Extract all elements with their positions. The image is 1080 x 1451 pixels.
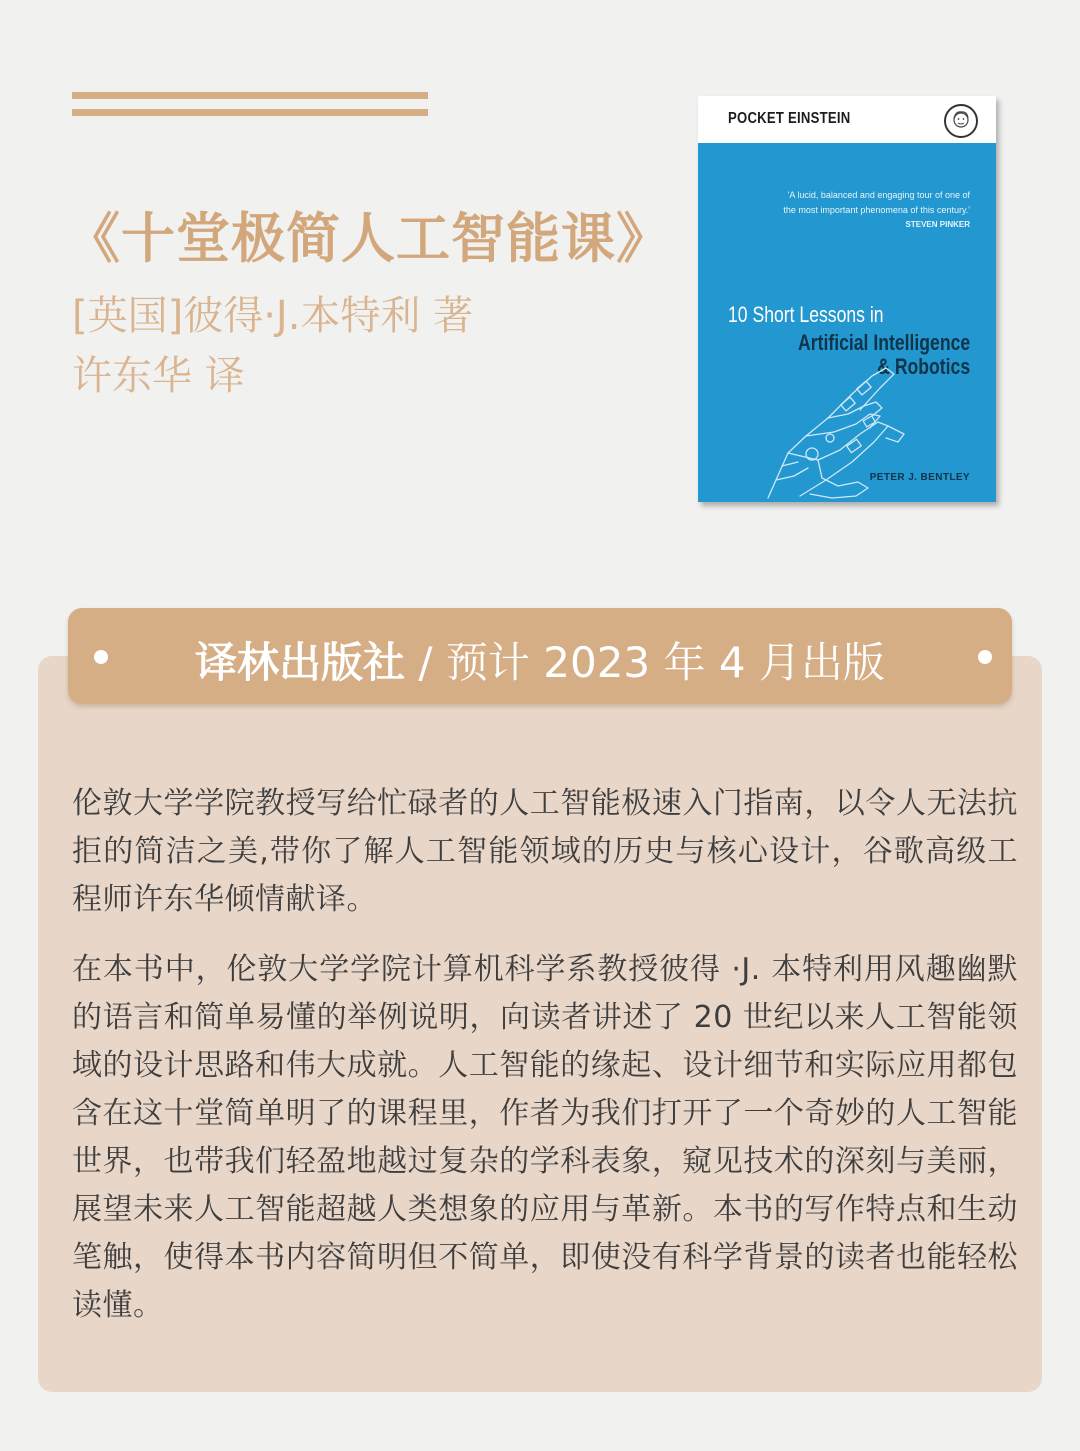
cover-quote: 'A lucid, balanced and engaging tour of one of the most important phenomena of this century.': [783, 190, 970, 215]
decorative-line: [72, 109, 428, 116]
bullet-dot-icon: [978, 650, 992, 664]
decorative-line: [72, 92, 428, 99]
cover-header: [698, 96, 996, 143]
banner-text: [68, 630, 1012, 690]
book-cover: [698, 96, 996, 502]
publisher-banner: [68, 608, 1012, 704]
decorative-lines: [72, 92, 428, 126]
cover-quote-author: STEVEN PINKER: [905, 220, 970, 229]
cover-title-line-2: Artificial Intelligence: [797, 330, 970, 355]
cover-author: PETER J. BENTLEY: [869, 472, 970, 483]
book-author: [英国]彼得·J.本特利 著: [72, 293, 474, 339]
description-paragraph-1: 伦敦大学学院教授写给忙碌者的人工智能极速入门指南，以令人无法抗拒的简洁之美,带你了解人工智能领域的历史与核心设计，谷歌高级工程师许东华倾情献译。: [72, 786, 1018, 917]
release-date: / 预计 2023 年 4 月出版: [405, 638, 885, 687]
einstein-portrait-icon: [944, 104, 978, 138]
cover-series-name: POCKET EINSTEIN: [728, 110, 851, 127]
book-title: 《十堂极简人工智能课》: [66, 207, 671, 270]
publisher-name: 译林出版社: [195, 638, 406, 687]
book-translator: 许东华 译: [72, 353, 245, 399]
cover-title-line-3: & Robotics: [877, 354, 970, 379]
cover-title-line-1: 10 Short Lessons in: [728, 302, 884, 327]
description-paragraph-2: 在本书中，伦敦大学学院计算机科学系教授彼得 ·J. 本特利用风趣幽默的语言和简单易懂的举例说明，向读者讲述了 20 世纪以来人工智能领域的设计思路和伟大成就。人工智能的缘起、设计细节和实际应用都包含在这十堂简单明了的课程里，作者为我们打开了一个奇妙的人工智能世界，也带我们轻盈地越过复杂的学科表象，窥见技术的深刻与美丽，展望未来人工智能超越人类想象的应用与革新。本书的写作特点和生动笔触，使得本书内容简明但不简单，即使没有科学背景的读者也能轻松读懂。: [72, 952, 1018, 1323]
